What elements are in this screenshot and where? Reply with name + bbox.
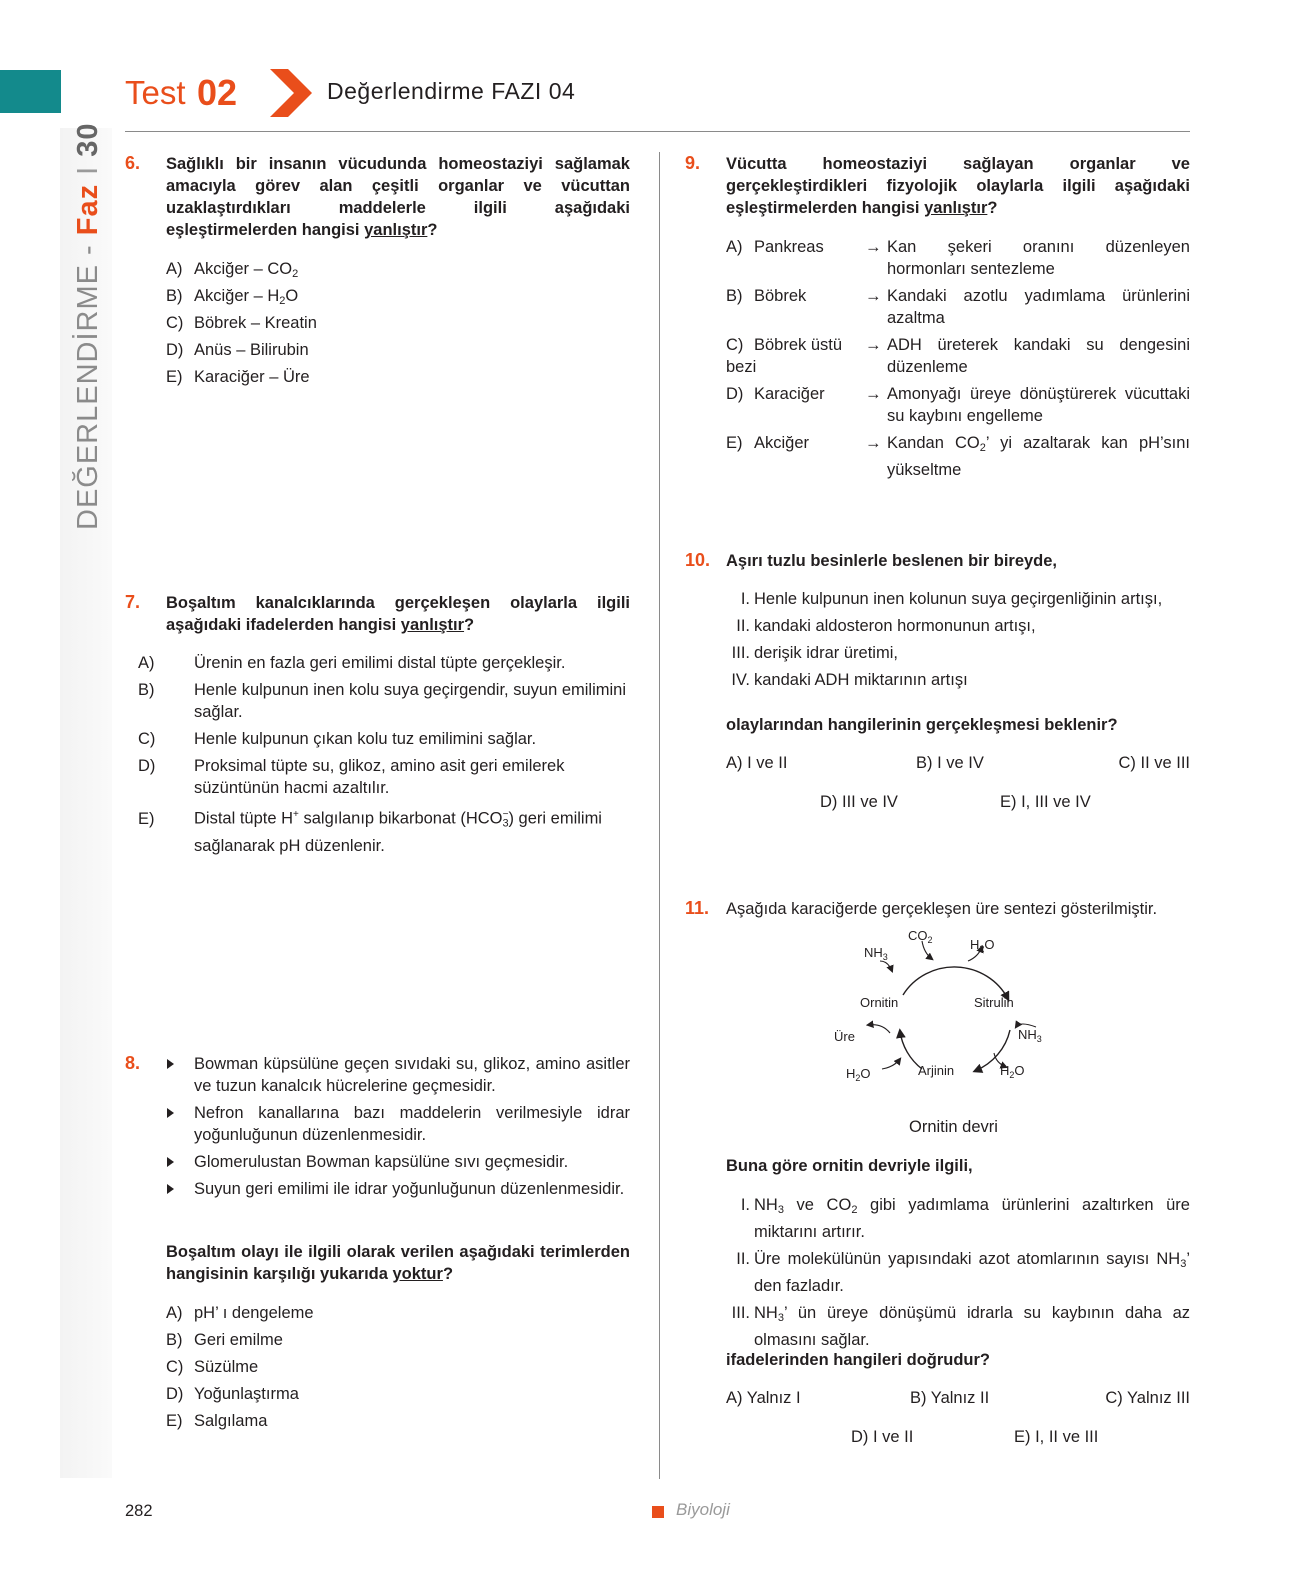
- option-letter: B): [166, 1331, 183, 1349]
- option-letter: E): [166, 368, 183, 386]
- bullet-item: [194, 1151, 630, 1173]
- test-label: Test: [125, 74, 186, 111]
- option[interactable]: [166, 339, 317, 366]
- list-item: [726, 669, 1190, 696]
- item-number: II.: [736, 617, 750, 635]
- option-text: pH’ ı dengeleme: [194, 1304, 314, 1322]
- option-text: Karaciğer: [754, 385, 825, 403]
- option-desc: Amonyağı üreye dönüştürerek vücuttaki su kaybını engelleme: [887, 385, 1190, 425]
- answer-option[interactable]: E) I, II ve III: [1014, 1428, 1099, 1446]
- question-number: 8.: [125, 1053, 141, 1073]
- option-letter: A): [138, 654, 155, 672]
- bullet-text: Nefron kanallarına bazı maddelerin verilmesiyle idrar yoğunluğunun düzenlenmesidir.: [194, 1104, 630, 1144]
- item-number: IV.: [731, 671, 750, 689]
- h2o-label-2: $H_2O$: [846, 1066, 871, 1083]
- stem-text: Sağlıklı bir insanın vücudunda homeostaziyi sağlamak amacıyla görev alan çeşitli organlar ve vücuttan uzaklaştırdıkları maddelerle ilgili aşağıdaki eşleştirmelerden hangisi: [166, 155, 630, 239]
- option[interactable]: [166, 1383, 314, 1410]
- ornithine-cycle-diagram: [834, 928, 1080, 1105]
- option[interactable]: [138, 728, 630, 750]
- answer-option[interactable]: A) Yalnız I: [726, 1389, 801, 1407]
- option[interactable]: [166, 1356, 314, 1383]
- answer-option[interactable]: D) I ve II: [851, 1428, 914, 1446]
- option-sub: 3: [502, 817, 509, 830]
- sitrulin-label: Sitrulin: [974, 995, 1014, 1010]
- arrow-icon: →: [865, 434, 882, 452]
- bullet-text: Bowman küpsülüne geçen sıvıdaki su, glikoz, amino asitler ve tuzun kanalcık hücrelerine geçmesidir.: [194, 1055, 630, 1095]
- item-text: Üre molekülünün yapısındaki azot atomlarının sayısı NH: [754, 1250, 1181, 1268]
- option-organ: [726, 285, 806, 307]
- stem-emphasis: yanlıştır: [364, 221, 428, 239]
- stem-text: Vücutta homeostaziyi sağlayan organlar ve gerçekleştirdikleri fizyolojik olaylarla ilgili aşağıdaki eşleştirmelerden hangisi: [726, 155, 1190, 217]
- option-letter: A): [166, 1304, 183, 1322]
- option-sup: −: [502, 809, 509, 820]
- option-list: [138, 652, 630, 857]
- arrow-icon: →: [865, 238, 882, 256]
- ornitin-label: Ornitin: [860, 995, 899, 1010]
- item-text: kandaki ADH miktarının artışı: [754, 671, 968, 689]
- option-letter: B): [138, 681, 155, 699]
- item-text: kandaki aldosteron hormonunun artışı,: [754, 617, 1036, 635]
- option-letter: D): [138, 757, 156, 775]
- question-stem: Aşırı tuzlu besinlerle beslenen bir bireyde,: [726, 552, 1058, 570]
- option-desc: [887, 432, 1190, 481]
- option-text: Akciğer: [754, 434, 810, 452]
- divider: [125, 131, 1190, 132]
- stem-end: ?: [427, 221, 438, 239]
- option[interactable]: [166, 258, 317, 285]
- option-text: Süzülme: [194, 1358, 259, 1376]
- option-letter: E): [166, 1412, 183, 1430]
- question-number: 11.: [685, 898, 710, 918]
- option-text: Böbrek üstü bezi: [726, 336, 843, 376]
- question-number: 6.: [125, 153, 141, 173]
- item-sub: 3: [1180, 1258, 1187, 1270]
- stem-text: Boşaltım kanalcıklarında gerçekleşen olaylarla ilgili aşağıdaki ifadelerden hangisi: [166, 594, 630, 634]
- option-desc: ADH üreterek kandaki su dengesini düzenleme: [887, 336, 1190, 376]
- stem-end: ?: [442, 1265, 454, 1283]
- item-text: NH: [754, 1196, 778, 1214]
- option-text: Henle kulpunun çıkan kolu tuz emilimini sağlar.: [194, 730, 537, 748]
- question-stem: Aşağıda karaciğerde gerçekleşen üre sentezi gösterilmiştir.: [726, 900, 1158, 918]
- list-item: [726, 1194, 1190, 1243]
- option-list: [166, 1302, 314, 1437]
- arrow-icon: →: [865, 336, 882, 354]
- list-item: [726, 1248, 1190, 1297]
- stem-end: ?: [987, 199, 998, 217]
- option-text: Akciğer – H: [194, 287, 280, 305]
- option[interactable]: [726, 334, 1190, 380]
- option-text: Distal tüpte H: [194, 809, 294, 828]
- h2o-label-3: $H_2O$: [1000, 1063, 1025, 1080]
- co2-label: $CO_2$: [908, 928, 933, 945]
- option-text: Anüs – Bilirubin: [194, 341, 309, 359]
- bullet-icon: [167, 1059, 174, 1069]
- option[interactable]: [138, 804, 630, 857]
- question-stem: [166, 1241, 630, 1285]
- item-number: I.: [740, 590, 750, 608]
- option-organ: [726, 334, 858, 378]
- answer-option[interactable]: C) II ve III: [1118, 754, 1190, 772]
- sidebar-label: [72, 122, 105, 530]
- answer-option[interactable]: D) III ve IV: [820, 793, 898, 811]
- option-letter: E): [138, 809, 155, 828]
- bullet-item: [194, 1102, 630, 1146]
- column-divider: [659, 152, 660, 1479]
- option-desc: Kan şekeri oranını düzenleyen hormonları sentezleme: [887, 238, 1190, 278]
- option-text: Kandan CO: [887, 434, 980, 452]
- faz-logo: Faz: [72, 183, 104, 236]
- option-letter: B): [166, 287, 183, 305]
- chevron-right-icon: [270, 69, 312, 117]
- option-text: ) geri emilimi sağlanarak pH düzenlenir.: [194, 809, 602, 855]
- option-text: Ürenin en fazla geri emilimi distal tüpte gerçekleşir.: [194, 654, 566, 672]
- list-item: [726, 642, 1190, 669]
- option-text: salgılanıp bikarbonat (HCO: [298, 809, 503, 828]
- list-item: [726, 588, 1190, 615]
- item-sub: 3: [777, 1312, 784, 1324]
- item-number: III.: [731, 644, 750, 662]
- answer-option[interactable]: B) Yalnız II: [910, 1389, 990, 1407]
- answer-option[interactable]: E) I, III ve IV: [1000, 793, 1091, 811]
- stem-emphasis: yoktur: [392, 1265, 443, 1283]
- roman-list: [726, 588, 1190, 696]
- arjinin-label: Arjinin: [918, 1063, 955, 1078]
- option-text: Akciğer – CO: [194, 260, 293, 278]
- page-number: 282: [125, 1502, 153, 1520]
- item-sub: 2: [851, 1204, 858, 1216]
- option-letter: C): [166, 314, 184, 332]
- item-text: ’ ün üreye dönüşümü idrarla su kaybının daha az olmasını sağlar.: [754, 1304, 1190, 1349]
- option-letter: D): [166, 341, 184, 359]
- option[interactable]: [138, 679, 630, 723]
- diagram-caption: Ornitin devri: [909, 1118, 998, 1136]
- option-organ: [726, 432, 809, 454]
- option-text: Proksimal tüpte su, glikoz, amino asit geri emilerek süzüntünün hacmi azaltılır.: [194, 757, 565, 797]
- list-item: [726, 1302, 1190, 1351]
- option-letter: D): [726, 385, 744, 403]
- option[interactable]: [166, 366, 317, 393]
- arrow-icon: →: [865, 385, 882, 403]
- bullet-icon: [167, 1108, 174, 1118]
- option[interactable]: [726, 285, 1190, 331]
- option[interactable]: [166, 1410, 314, 1437]
- sidebar-sep: I: [72, 156, 104, 184]
- answer-option[interactable]: C) Yalnız III: [1105, 1389, 1190, 1407]
- item-text: ve CO: [783, 1196, 852, 1214]
- option-text: Karaciğer – Üre: [194, 368, 310, 386]
- square-icon: [652, 1506, 664, 1518]
- page-title: Değerlendirme FAZI 04: [327, 78, 576, 104]
- stem-text: Boşaltım olayı ile ilgili olarak verilen aşağıdaki terimlerden hangisinin karşılığı yukarıda: [166, 1243, 630, 1283]
- option-letter: C): [726, 336, 744, 354]
- option[interactable]: [166, 1302, 314, 1329]
- item-number: III.: [731, 1304, 750, 1322]
- question-stem: [726, 153, 1190, 219]
- option-text: Henle kulpunun inen kolu suya geçirgendir, suyun emilimini sağlar.: [194, 681, 626, 721]
- ure-out-arrow: [868, 1025, 890, 1033]
- stem-emphasis: yanlıştır: [924, 199, 988, 217]
- bullet-item: [194, 1053, 630, 1097]
- option-letter: A): [726, 238, 743, 256]
- item-number: II.: [736, 1250, 750, 1268]
- item-text: Henle kulpunun inen kolunun suya geçirgenliğinin artışı,: [754, 590, 1163, 608]
- nh3-label-2: $NH_3$: [1018, 1027, 1042, 1044]
- option-text: Böbrek – Kreatin: [194, 314, 317, 332]
- stem-emphasis: yanlıştır: [400, 616, 465, 634]
- option-organ: [726, 236, 824, 258]
- nh3-in-arrow: [880, 961, 892, 971]
- item-text: gibi yadımlama ürünlerini azaltırken üre miktarını artırır.: [754, 1196, 1190, 1241]
- question-number: 10.: [685, 550, 711, 570]
- option-text: Böbrek: [754, 287, 807, 305]
- item-text: ’ den fazladır.: [754, 1250, 1190, 1295]
- list-item: [726, 615, 1190, 642]
- option-letter: A): [166, 260, 183, 278]
- option[interactable]: [138, 755, 630, 799]
- bullet-icon: [167, 1184, 174, 1194]
- option-sub: 2: [279, 295, 286, 307]
- bullet-text: Suyun geri emilimi ile idrar yoğunluğunun düzenlenmesidir.: [194, 1180, 625, 1198]
- question-stem: Buna göre ornitin devriyle ilgili,: [726, 1157, 973, 1175]
- option-text: Salgılama: [194, 1412, 268, 1430]
- item-sub: 3: [777, 1204, 784, 1216]
- option[interactable]: [166, 1329, 314, 1356]
- option-letter: C): [138, 730, 156, 748]
- option-letter: C): [166, 1358, 184, 1376]
- option-letter: E): [726, 434, 743, 452]
- arrow-icon: →: [865, 287, 882, 305]
- question-number: 7.: [125, 592, 141, 612]
- sidebar-number: 30: [72, 122, 104, 157]
- option[interactable]: [166, 312, 317, 339]
- bullet-text: Glomerulustan Bowman kapsülüne sıvı geçmesidir.: [194, 1153, 569, 1171]
- option-tail: O: [285, 287, 299, 305]
- h2o-in-arrow: [882, 1059, 900, 1069]
- answer-option[interactable]: A) I ve II: [726, 754, 788, 772]
- option-list: [166, 258, 317, 393]
- h2o-label: $H_2O$: [970, 937, 995, 954]
- nh3-label: $NH_3$: [864, 945, 888, 962]
- option[interactable]: [726, 236, 1190, 282]
- item-text: derişik idrar üretimi,: [754, 644, 898, 662]
- option-organ: [726, 383, 825, 405]
- option-text: ’ yi azaltarak kan pH’sını yükseltme: [887, 434, 1190, 479]
- question-prompt: olaylarından hangilerinin gerçekleşmesi beklenir?: [726, 716, 1118, 734]
- item-text: NH: [754, 1304, 778, 1322]
- option-text: Yoğunlaştırma: [194, 1385, 299, 1403]
- answer-option[interactable]: B) I ve IV: [916, 754, 984, 772]
- option[interactable]: [726, 432, 1190, 478]
- option-text: Geri emilme: [194, 1331, 283, 1349]
- item-number: I.: [740, 1196, 750, 1214]
- bullet-item: [194, 1178, 630, 1200]
- stem-end: ?: [464, 616, 475, 634]
- option[interactable]: [166, 285, 317, 312]
- roman-list: [726, 1194, 1190, 1351]
- option-letter: D): [166, 1385, 184, 1403]
- option[interactable]: [138, 652, 630, 674]
- option-letter: B): [726, 287, 743, 305]
- question-number: 9.: [685, 153, 701, 173]
- option-desc: Kandaki azotlu yadımlama ürünlerini azaltma: [887, 287, 1190, 327]
- subject-label: Biyoloji: [676, 1500, 730, 1519]
- bullet-icon: [167, 1157, 174, 1167]
- option[interactable]: [726, 383, 1190, 429]
- question-stem: [166, 592, 630, 636]
- question-stem: [166, 153, 630, 241]
- test-number: 02: [197, 72, 238, 113]
- option-sup: +: [293, 809, 299, 820]
- header-tab: [0, 70, 61, 113]
- question-prompt: ifadelerinden hangileri doğrudur?: [726, 1351, 991, 1369]
- option-text: Pankreas: [754, 238, 824, 256]
- option-sub: 2: [292, 268, 299, 280]
- sidebar-title: DEĞERLENDİRME -: [72, 235, 104, 530]
- ure-label: Üre: [834, 1029, 855, 1044]
- option-sub: 2: [979, 442, 986, 454]
